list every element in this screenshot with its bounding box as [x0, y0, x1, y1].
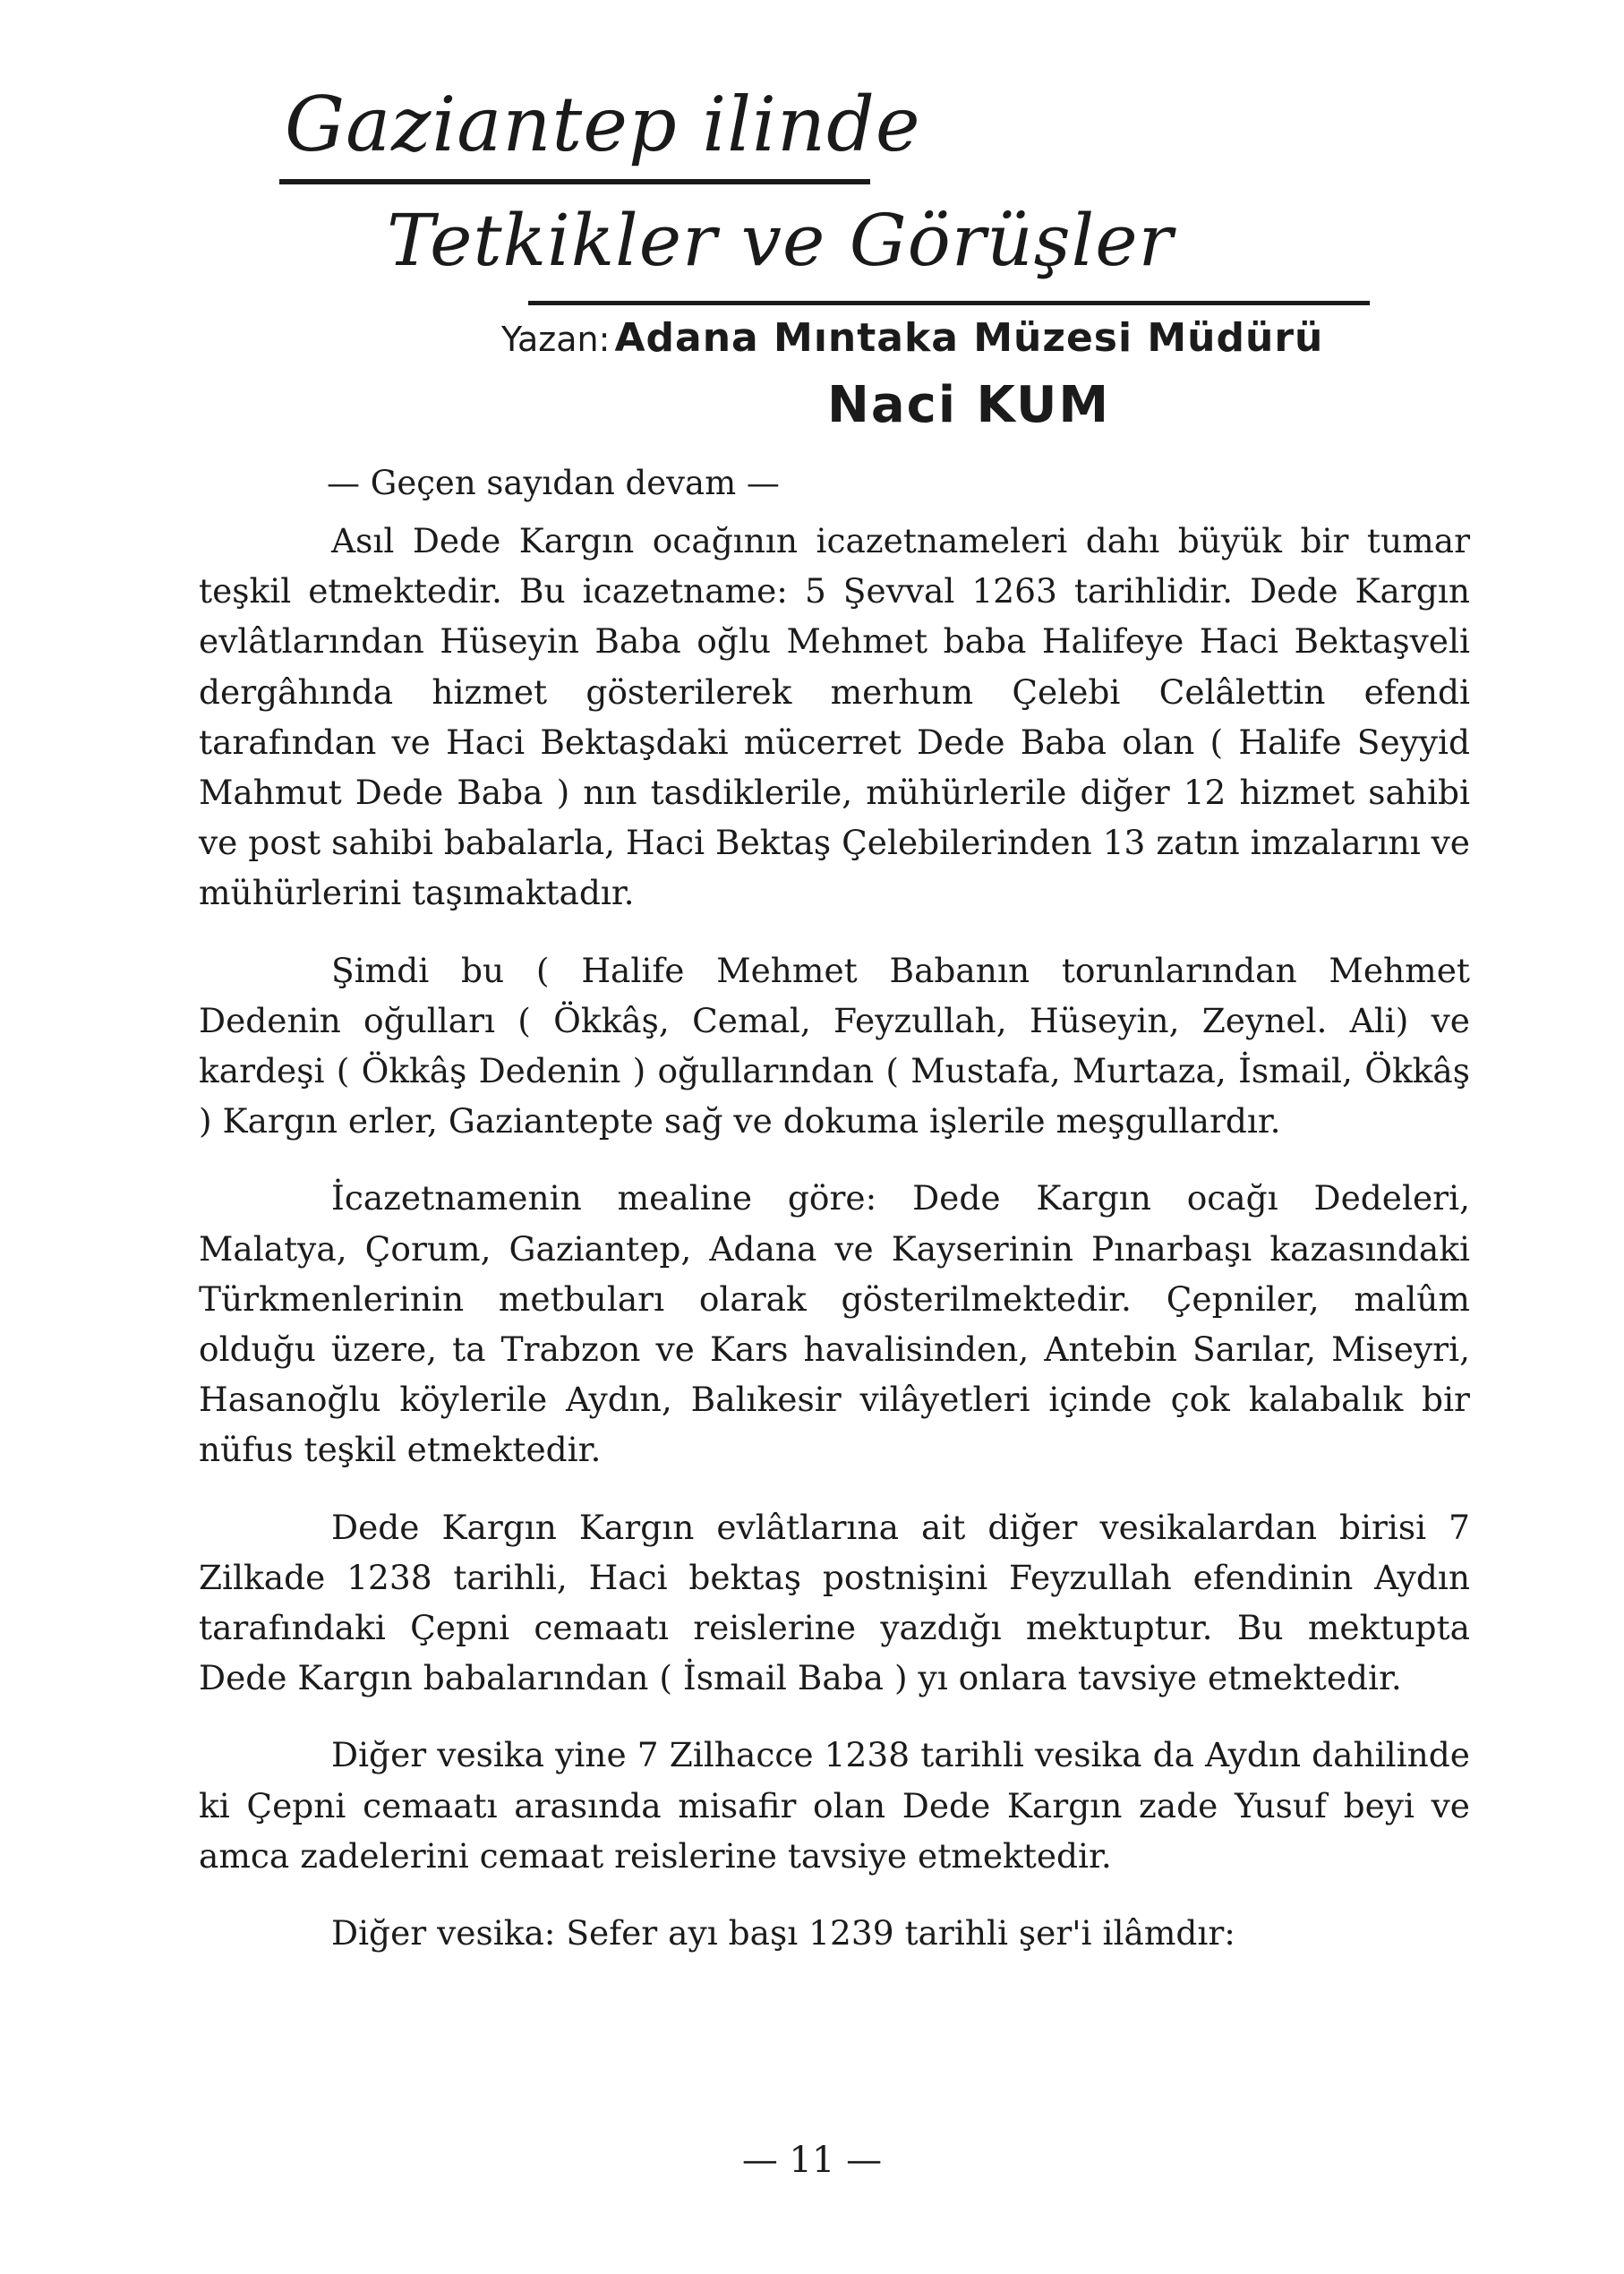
paragraph-6: Diğer vesika: Sefer ayı başı 1239 tarihli şer'i ilâmdır:: [331, 1913, 1235, 1953]
paragraph-5: Diğer vesika yine 7 Zilhacce 1238 tarihli vesika da Aydın dahilinde ki Çepni cemaatı arasında misafir olan Dede Kargın zade Yusuf beyi ve amca zadelerini cemaat reislerine tavsiye etmektedir.: [199, 1735, 1470, 1876]
paragraph-4: Dede Kargın Kargın evlâtlarına ait diğer vesikalardan birisi 7 Zilkade 1238 tarihli, Haci bektaş postnişini Feyzullah efendinin Aydın tarafındaki Çepni cemaatı reislerine yazdığı mektuptur. Bu mektupta Dede Kargın babalarından ( İsmail Baba ) yı onlara tavsiye etmektedir.: [199, 1507, 1470, 1698]
paragraph-3: İcazetnamenin mealine göre: Dede Kargın ocağı Dedeleri, Malatya, Çorum, Gaziantep, Adana ve Kayserinin Pınarbaşı kazasındaki Türkmenlerinin metbuları olarak gösterilmektedir. Çepniler, malûm olduğu üzere, ta Trabzon ve Kars havalisinden, Antebin Sarılar, Miseyri, Hasanoğlu köylerile Aydın, Balıkesir vilâyetleri içinde çok kalabalık bir nüfus teşkil etmektedir.: [199, 1178, 1470, 1470]
paragraph-1: Asıl Dede Kargın ocağının icazetnameleri dahı büyük bir tumar teşkil etmektedir. Bu icazetname: 5 Şevval 1263 tarihlidir. Dede Kargın evlâtlarından Hüseyin Baba oğlu Mehmet baba Halifeye Haci Bektaşveli dergâhında hizmet gösterilerek merhum Çelebi Celâlettin efendi tarafından ve Haci Bektaşdaki mücerret Dede Baba olan ( Halife Seyyid Mahmut Dede Baba ) nın tasdiklerile, mühürlerile diğer 12 hizmet sahibi ve post sahibi babalarla, Haci Bektaş Çelebilerinden 13 zatın imzalarını ve mühürlerini taşımaktadır.: [199, 521, 1470, 913]
byline-affiliation: Adana Mıntaka Müzesi Müdürü: [614, 315, 1324, 361]
author-name: Naci KUM: [827, 376, 1111, 434]
title-underline-2: [528, 301, 1370, 305]
continued-note: — Geçen sayıdan devam —: [327, 464, 780, 502]
article-body: [199, 516, 1470, 1958]
title-underline-1: [279, 179, 870, 184]
title-line-2: Tetkikler ve Görüşler: [387, 199, 1174, 282]
byline-label: Yazan:: [501, 320, 611, 359]
paragraph-2: Şimdi bu ( Halife Mehmet Babanın torunlarından Mehmet Dedenin oğulları ( Ökkâş, Cemal, Feyzullah, Hüseyin, Zeynel. Ali) ve kardeşi ( Ökkâş Dedenin ) oğullarından ( Mustafa, Murtaza, İsmail, Ökkâş ) Kargın erler, Gaziantepte sağ ve dokuma işlerile meşgullardır.: [199, 950, 1470, 1141]
title-line-1: Gaziantep ilinde: [285, 81, 921, 168]
byline: [501, 315, 1323, 361]
page-number: — 11 —: [741, 2140, 883, 2181]
